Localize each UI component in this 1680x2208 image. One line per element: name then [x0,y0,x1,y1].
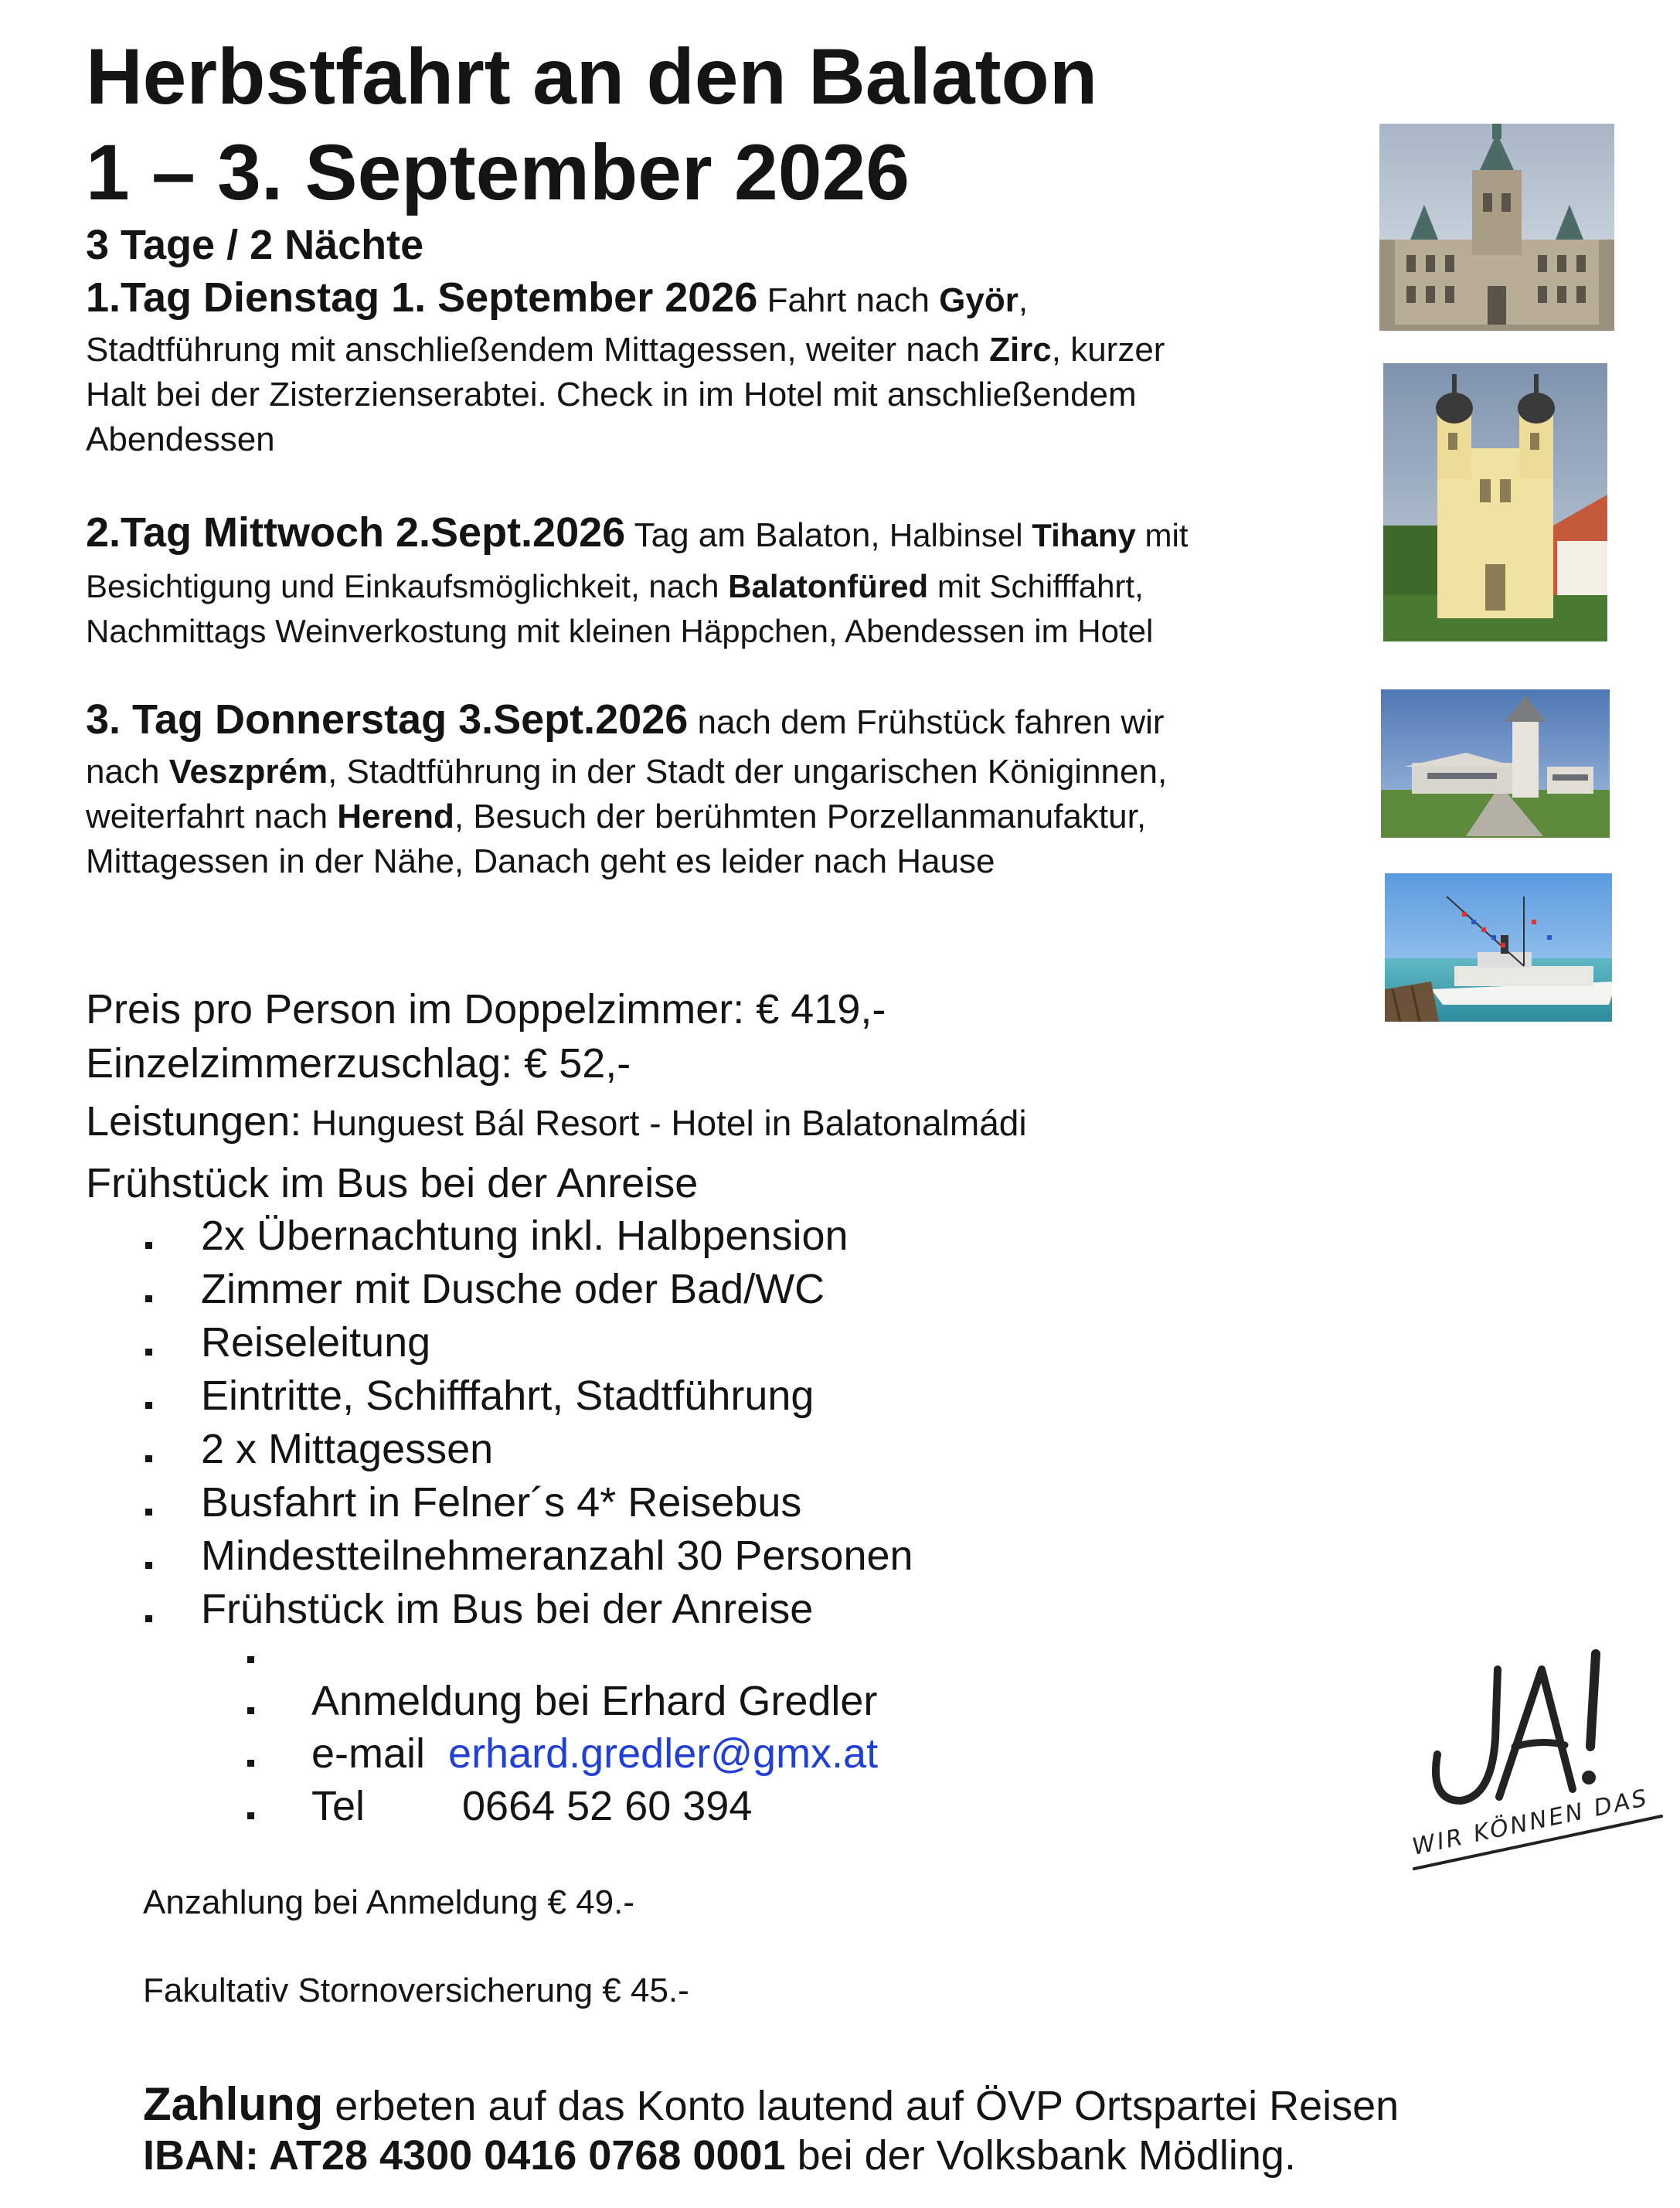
bullet-marker [247,1656,254,1663]
trip-duration: 3 Tage / 2 Nächte [86,222,424,268]
email-link[interactable]: erhard.gredler@gmx.at [448,1730,879,1777]
page-title: Herbstfahrt an den Balaton [86,32,1098,121]
bullet-marker [247,1760,254,1767]
bullet-marker [145,1349,152,1356]
church-photo [1381,689,1610,838]
ship-photo [1385,873,1612,1022]
service-item: Busfahrt in Felner´s 4* Reisebus [201,1479,802,1526]
service-item: Eintritte, Schifffahrt, Stadtführung [201,1373,814,1419]
bullet-marker [247,1812,254,1819]
service-item: 2x Übernachtung inkl. Halbpension [201,1213,849,1259]
service-item: Reiseleitung [201,1319,431,1366]
bullet-marker [145,1615,152,1622]
email-line: e-mail erhard.gredler@gmx.at [311,1730,879,1777]
abbey-photo [1383,363,1607,641]
services-line: Leistungen: Hunguest Bál Resort - Hotel in Balatonalmádi [86,1098,1027,1145]
service-item: 2 x Mittagessen [201,1426,494,1472]
town-hall-photo [1379,124,1614,331]
bullet-marker [145,1242,152,1249]
day2-heading: 2.Tag Mittwoch 2.Sept.2026 [86,509,626,556]
payment-line: Zahlung erbeten auf das Konto lautend auf ÖVP Ortspartei Reisen [143,2078,1399,2130]
bullet-marker [145,1402,152,1409]
service-item: Zimmer mit Dusche oder Bad/WC [201,1266,825,1312]
price-single-supplement: Einzelzimmerzuschlag: € 52,- [86,1040,631,1087]
day2-section: 2.Tag Mittwoch 2.Sept.2026 Tag am Balaton, Halbinsel Tihany mit Besichtigung und Einkaufsmöglichkeit, nach Balatonfüred mit Schifffahrt, Nachmittags Weinverkostung mit kleinen Häppchen, Abendessen im Hotel [86,509,1189,649]
day3-section: 3. Tag Donnerstag 3.Sept.2026 nach dem Frühstück fahren wir nach Veszprém, Stadtführung in der Stadt der ungarischen Königinnen, weiterfahrt nach Herend, Besuch der berühmten Porzellanmanufaktur, Mittagessen in der Nähe, Danach geht es leider nach Hause [86,696,1168,880]
price-double-room: Preis pro Person im Doppelzimmer: € 419,- [86,986,886,1033]
phone-line: Tel 0664 52 60 394 [311,1783,753,1829]
day1-heading: 1.Tag Dienstag 1. September 2026 [86,274,758,321]
day1-section: 1.Tag Dienstag 1. September 2026 Fahrt nach Györ, Stadtführung mit anschließendem Mittagessen, weiter nach Zirc, kurzer Halt bei der Zisterzienserabtei. Check in im Hotel mit anschließendem Abendessen [86,274,1165,458]
iban-line: IBAN: AT28 4300 0416 0768 0001 bei der Volksbank Mödling. [143,2132,1296,2179]
bullet-marker [145,1455,152,1462]
ja-logo [1406,1623,1669,1878]
logo-tagline: WIR KÖNNEN DAS [1410,1784,1651,1861]
service-item: Frühstück im Bus bei der Anreise [201,1586,814,1632]
bullet-marker [247,1707,254,1714]
insurance-info: Fakultativ Stornoversicherung € 45.- [143,1972,689,2009]
bullet-marker [145,1295,152,1302]
day3-heading: 3. Tag Donnerstag 3.Sept.2026 [86,696,689,743]
date-title: 1 – 3. September 2026 [86,128,910,216]
bullet-marker [145,1562,152,1569]
bullet-marker [145,1509,152,1516]
deposit-info: Anzahlung bei Anmeldung € 49.- [143,1883,635,1921]
registration-contact: Anmeldung bei Erhard Gredler [311,1678,878,1724]
breakfast-line: Frühstück im Bus bei der Anreise [86,1160,699,1206]
service-item: Mindestteilnehmeranzahl 30 Personen [201,1533,913,1579]
